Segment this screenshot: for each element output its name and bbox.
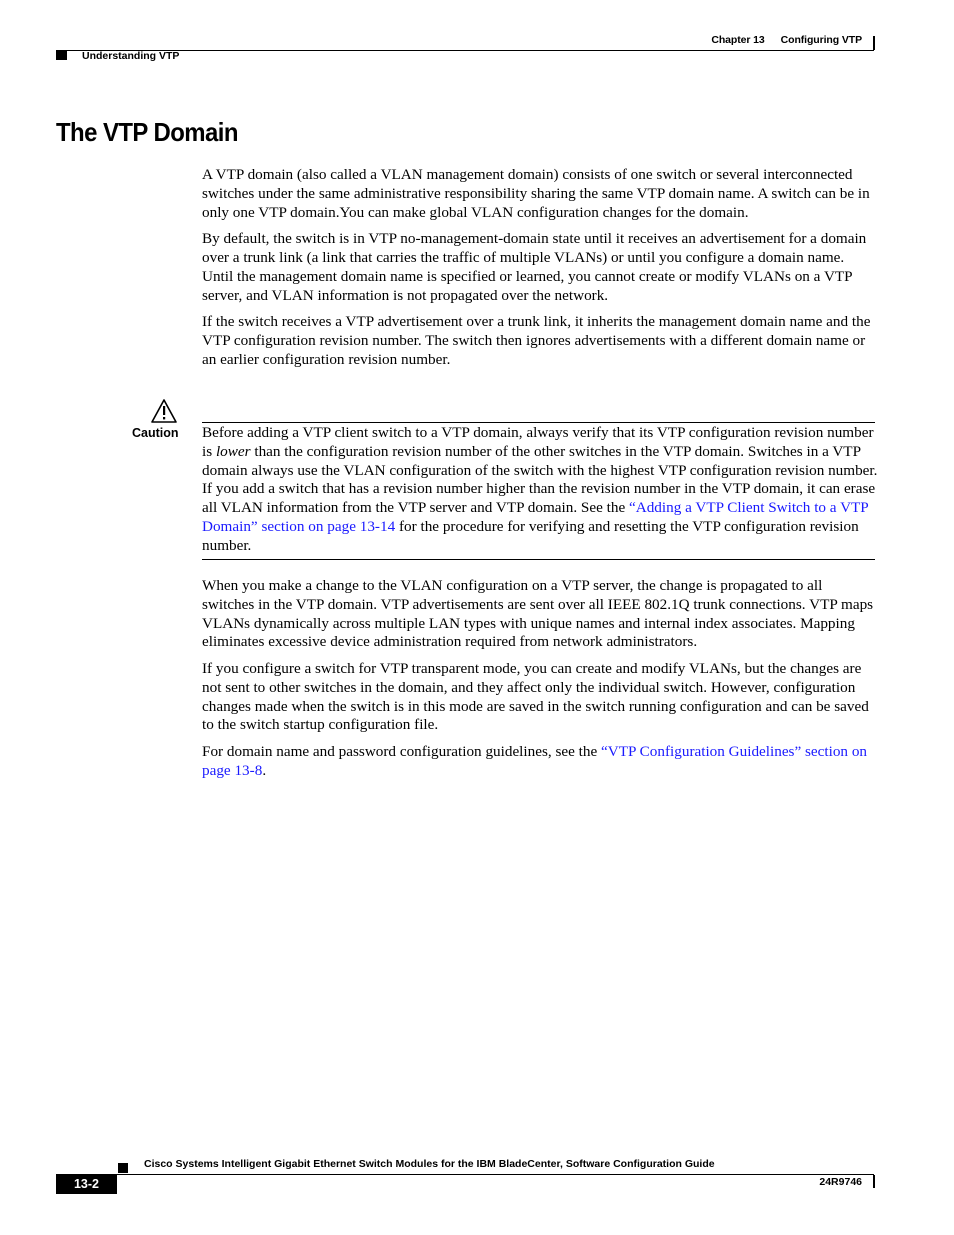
caution-label: Caution (132, 426, 179, 440)
paragraph-text: . (262, 761, 267, 779)
page-number: 13-2 (56, 1175, 117, 1194)
caution-text-part: for the procedure for verifying and resetting the VTP configuration revision number. (202, 517, 859, 554)
section-title: The VTP Domain (56, 117, 238, 147)
header-marker (56, 51, 67, 60)
paragraph: If you configure a switch for VTP transparent mode, you can create and modify VLANs, but the changes are not sent to other switches in the domain, and they affect only the individual switch. However, configuration changes made when the switch is in this mode are saved in the switch running configuration and can be saved to the switch startup configuration file. (202, 659, 869, 734)
footer-tick (873, 1175, 875, 1188)
caution-emphasis: lower (215, 442, 251, 460)
chapter-number: Chapter 13 (711, 34, 765, 46)
document-number: 24R9746 (819, 1176, 862, 1188)
caution-text-part: Before adding a VTP client switch to a VTP domain, always verify that its VTP configuration revision number is (202, 424, 874, 460)
intro-body (202, 166, 878, 377)
paragraph: A VTP domain (also called a VLAN management domain) consists of one switch or several interconnected switches under the same administrative responsibility sharing the same VTP domain name. A switch can be in only one VTP domain.You can make global VLAN configuration changes for the domain. (202, 166, 870, 221)
running-header-section: Understanding VTP (82, 50, 180, 62)
paragraph: If the switch receives a VTP advertisement over a trunk link, it inherits the management domain name and the VTP configuration revision number. The switch then ignores advertisements with a different domain name or an earlier configuration revision number. (202, 313, 871, 368)
paragraph (202, 743, 878, 781)
caution-icon (150, 398, 178, 424)
footer-guide-title: Cisco Systems Intelligent Gigabit Ethernet Switch Modules for the IBM BladeCenter, Software Configuration Guide (144, 1158, 715, 1170)
adding-vtp-client-link[interactable]: “Adding a VTP Client Switch to a VTP Domain” section on page 13-14 (202, 499, 869, 535)
paragraph: By default, the switch is in VTP no-management-domain state until it receives an advertisement for a domain over a trunk link (a link that carries the traffic of multiple VLANs) or until you configure a domain name. Until the management domain name is specified or learned, you cannot create or modify VLANs on a VTP server, and VLAN information is not propagated over the network. (202, 230, 867, 304)
footer-rule (56, 1174, 874, 1175)
paragraph: When you make a change to the VLAN configuration on a VTP server, the change is propagated to all switches in the VTP domain. VTP advertisements are sent over all IEEE 802.1Q trunk connections. VTP maps VLANs dynamically across multiple LAN types with unique names and internal index associates. Mapping eliminates excessive device administration required from network administrators. (202, 577, 874, 651)
caution-rule-bottom (202, 559, 875, 560)
caution-text-part: than the configuration revision number of the other switches in the VTP domain. Switches in a VTP domain always use the VLAN configuration of the switch with the highest VTP configuration revision number. If you add a switch that has a revision number higher than the revision number in the VTP domain, it can erase all VLAN information from the VTP server and VTP domain. See the (202, 442, 878, 517)
main-body (202, 577, 878, 788)
chapter-title: Configuring VTP (780, 34, 862, 46)
caution-text (202, 424, 878, 556)
running-header-chapter (711, 34, 862, 46)
caution-rule-top (202, 422, 875, 423)
header-tick (873, 36, 875, 50)
footer-marker (118, 1163, 128, 1173)
vtp-guidelines-link[interactable]: “VTP Configuration Guidelines” section on page 13-8 (202, 742, 868, 779)
paragraph-text: For domain name and password configuration guidelines, see the (202, 742, 601, 760)
